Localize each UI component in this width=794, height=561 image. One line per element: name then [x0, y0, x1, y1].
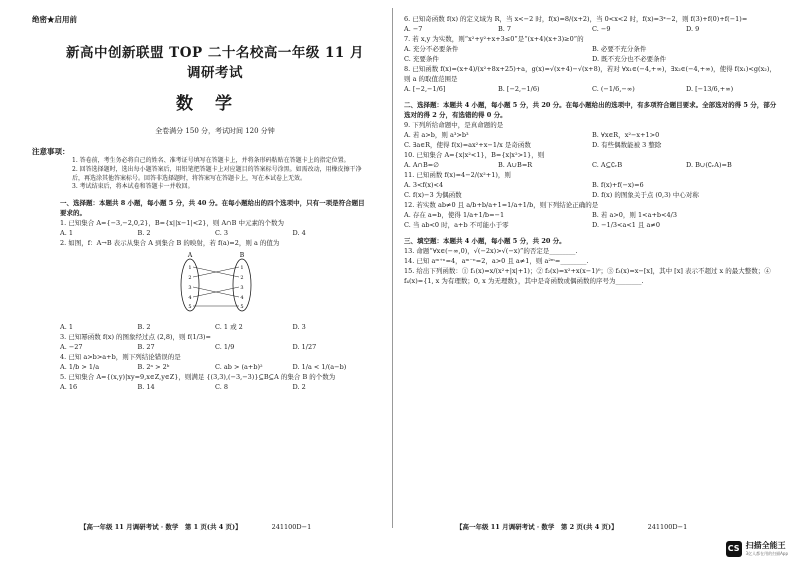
option: D. 1/a < 1/(a−b) — [292, 363, 347, 372]
option: C. (−1/6,−∞) — [592, 85, 635, 93]
option: D. [−13/6,+∞) — [686, 85, 734, 93]
question-13: 13. 命题“∀x∈(−∞,0)，√(−2x)>√(−x)”的否定是________. — [404, 247, 578, 255]
option: B. 27 — [137, 343, 155, 352]
option: B. 2 — [137, 323, 151, 332]
set-b-label: B — [239, 252, 245, 260]
option: B. f(x)+f(−x)=6 — [592, 181, 644, 189]
footer-code: 241100D−1 — [271, 523, 312, 531]
option: C. f(x)−3 为偶函数 — [404, 191, 462, 199]
option: D. 有些偶数能被 3 整除 — [592, 141, 662, 149]
question-8-options — [404, 84, 780, 94]
confidential-label: 绝密★启用前 — [32, 15, 77, 24]
option: B. 必要不充分条件 — [592, 45, 647, 53]
question-1-options — [60, 228, 370, 238]
section-heading: 三、填空题：本题共 4 小题，每小题 5 分，共 20 分。 — [404, 237, 566, 245]
question-4: 4. 已知 a>b>a+b，则下列结论错误的是 — [60, 353, 181, 362]
option: C. ab > (a+b)² — [215, 363, 263, 372]
note-item: 1. 答卷前，考生务必将自己的姓名、准考证号填写在答题卡上，并将条形码粘贴在答题卡上的指定位置。 — [72, 157, 350, 164]
option: A. 16 — [60, 383, 78, 392]
option: C. ∃a∈R，使得 f(x)=ax²+x−1/x 是奇函数 — [404, 141, 531, 149]
set-a-element: 3 — [188, 285, 192, 292]
page-footer — [456, 522, 687, 531]
question-9: 9. 下列所给命题中，是真命题的是 — [404, 121, 504, 129]
question-12-options — [404, 210, 780, 230]
note-item: 2. 回答选择题时，选出每小题答案后，用铅笔把答题卡上对应题目的答案标号涂黑。如需改动，用橡皮擦干净后，再选涂其他答案标号。回答非选择题时，将答案写在答题卡上，写在本试卷上无效。 — [72, 165, 362, 182]
page-footer — [80, 522, 311, 531]
footer-text: 【高一年级 11 月调研考试 · 数学 第 2 页(共 4 页)】 — [456, 523, 618, 531]
option: B. 2ᵃ > 2ᵇ — [137, 363, 170, 372]
note-item: 3. 考试结束后，将本试卷和答题卡一并收回。 — [72, 183, 194, 191]
question-5: 5. 已知集合 A={(x,y)|xy=9,x∈Z,y∈Z}，则满足 {(3,3),(−3,−3)}⊆B⊆A 的集合 B 的个数为 — [60, 373, 336, 382]
set-b-element: 5 — [240, 304, 244, 311]
question-14: 14. 已知 aᵐ⁺ⁿ=4，aᵐ⁻ⁿ=2，a>0 且 a≠1，则 a²ᵐ=________. — [404, 257, 589, 265]
option: A. A∩B=∅ — [404, 161, 439, 169]
set-a-element: 4 — [188, 295, 192, 302]
scanner-watermark — [726, 540, 788, 557]
question-15: 15. 给出下列函数：① f₁(x)=x/(x²+|x|+1)；② f₂(x)=x²+x(x−1)⁰；③ f₃(x)=x−[x]，其中 [x] 表示不超过 x 的最大整数；④ f₄(x)={1, x 为有理数；0, x 为无理数}，其中是奇函数或偶函数的序号为________. — [404, 267, 771, 285]
option: B. 7 — [498, 25, 512, 33]
question-9-options — [404, 130, 780, 150]
option: D. 4 — [292, 229, 306, 238]
score-info: 全卷满分 150 分，考试时间 120 分钟 — [155, 127, 275, 135]
option: B. 14 — [137, 383, 155, 392]
option: D. 1/27 — [292, 343, 317, 352]
option: A. −27 — [60, 343, 83, 352]
option: B. A∪B=R — [498, 161, 533, 169]
exam-page-right — [392, 0, 794, 561]
question-7-options — [404, 44, 780, 64]
option: C. 8 — [215, 383, 229, 392]
set-b-element: 3 — [240, 285, 244, 292]
option: D. B∪(∁ᵣA)=B — [686, 161, 732, 169]
question-3-options — [60, 342, 370, 352]
option: B. [−2,−1/6) — [498, 85, 540, 93]
option: B. 2 — [137, 229, 151, 238]
scanner-tagline: 3亿人都在用的扫描App — [745, 551, 788, 556]
set-a-label: A — [187, 252, 193, 260]
question-10: 10. 已知集合 A={x|x²<1}，B={x|x²>1}，则 — [404, 151, 545, 159]
question-1: 1. 已知集合 A={−3,−2,0,2}，B={x||x−1|<2}，则 A∩B 中元素的个数为 — [60, 219, 284, 228]
question-2-options — [60, 322, 370, 332]
question-10-options — [404, 160, 780, 170]
option: D. 3 — [292, 323, 306, 332]
option: C. 充要条件 — [404, 55, 439, 63]
option: A. 充分不必要条件 — [404, 45, 459, 53]
set-a-element: 5 — [188, 304, 192, 311]
set-b-element: 1 — [240, 265, 244, 272]
question-3: 3. 已知幂函数 f(x) 的图象经过点 (2,8)，则 f(1/3)= — [60, 333, 211, 342]
option: D. 9 — [686, 25, 700, 33]
section-heading: 二、选择题：本题共 4 小题，每小题 5 分，共 20 分。在每小题给出的选项中，有多项符合题目要求。全部选对的得 5 分，部分选对的得 2 分，有选错的得 0 分。 — [404, 101, 777, 119]
scanner-app-name: 扫描全能王 — [745, 541, 786, 550]
option: D. 2 — [292, 383, 306, 392]
question-12: 12. 若实数 ab≠0 且 a/b+b/a+1=1/a+1/b，则下列结论正确的是 — [404, 201, 599, 209]
set-b-element: 4 — [240, 295, 244, 302]
question-6: 6. 已知奇函数 f(x) 的定义域为 R，当 x<−2 时，f(x)=8/(x+2)，当 0<x<2 时，f(x)=3ˣ−2，则 f(3)+f(0)+f(−1)= — [404, 15, 748, 23]
question-11: 11. 已知函数 f(x)=4−2/(x²+1)，则 — [404, 171, 511, 179]
question-7: 7. 若 x,y 为实数，则“x²+y²+x+3≤0”是“(x+4)(x+3)≥0”的 — [404, 35, 584, 43]
option: D. −1/3<a<1 且 a≠0 — [592, 221, 661, 229]
option: C. A⊆∁ᵣB — [592, 161, 623, 169]
question-6-options — [404, 24, 780, 34]
option: D. f(x) 的图象关于点 (0,3) 中心对称 — [592, 191, 699, 199]
footer-code: 241100D−1 — [647, 523, 688, 531]
option: B. 若 a>0，则 1<a+b<4/3 — [592, 211, 677, 219]
option: C. −9 — [592, 25, 611, 33]
option: A. 1/b > 1/a — [60, 363, 100, 372]
option: C. 1/9 — [215, 343, 235, 352]
option: C. 当 ab<0 时，a+b 不可能小于零 — [404, 221, 509, 229]
option: C. 1 或 2 — [215, 323, 243, 332]
option: A. 存在 a=b，使得 1/a+1/b=−1 — [404, 211, 505, 219]
scanner-logo-icon: CS — [726, 541, 742, 557]
question-5-options — [60, 382, 370, 392]
section-heading: 一、选择题：本题共 8 小题，每小题 5 分，共 40 分。在每小题给出的四个选项中，只有一项是符合题目要求的。 — [60, 199, 365, 218]
mapping-diagram — [172, 250, 262, 314]
exam-title: 新高中创新联盟 TOP 二十名校高一年级 11 月调研考试 — [65, 45, 365, 81]
option: C. 3 — [215, 229, 229, 238]
question-11-options — [404, 180, 780, 200]
option: A. 1 — [60, 323, 73, 332]
option: A. [−2,−1/6] — [404, 85, 446, 93]
set-b-element: 2 — [240, 275, 244, 282]
option: A. −7 — [404, 25, 423, 33]
option: A. 1 — [60, 229, 73, 238]
option: A. 若 a>b，则 a³>b³ — [404, 131, 469, 139]
question-2: 2. 如图，f：A→B 表示从集合 A 到集合 B 的映射，若 f(a)=2，则 a 的值为 — [60, 239, 280, 248]
question-4-options — [60, 362, 370, 372]
exam-subject: 数学 — [176, 94, 254, 114]
footer-text: 【高一年级 11 月调研考试 · 数学 第 1 页(共 4 页)】 — [80, 523, 242, 531]
set-a-element: 2 — [188, 275, 192, 282]
option: A. 3<f(x)<4 — [404, 181, 444, 189]
question-8: 8. 已知函数 f(x)=(x+4)/(x²+8x+25)+a，g(x)=√(x+4)−√(x+8)，若对 ∀x₁∈(−4,+∞)，∃x₂∈(−4,+∞)，使得 f(x₁)<g(x₂)，则 a 的取值范围是 — [404, 65, 776, 83]
option: D. 既不充分也不必要条件 — [592, 55, 667, 63]
notes-title: 注意事项： — [32, 147, 70, 156]
exam-page-left — [0, 0, 392, 561]
option: B. ∀x∈R，x²−x+1>0 — [592, 131, 660, 139]
set-a-element: 1 — [188, 265, 192, 272]
